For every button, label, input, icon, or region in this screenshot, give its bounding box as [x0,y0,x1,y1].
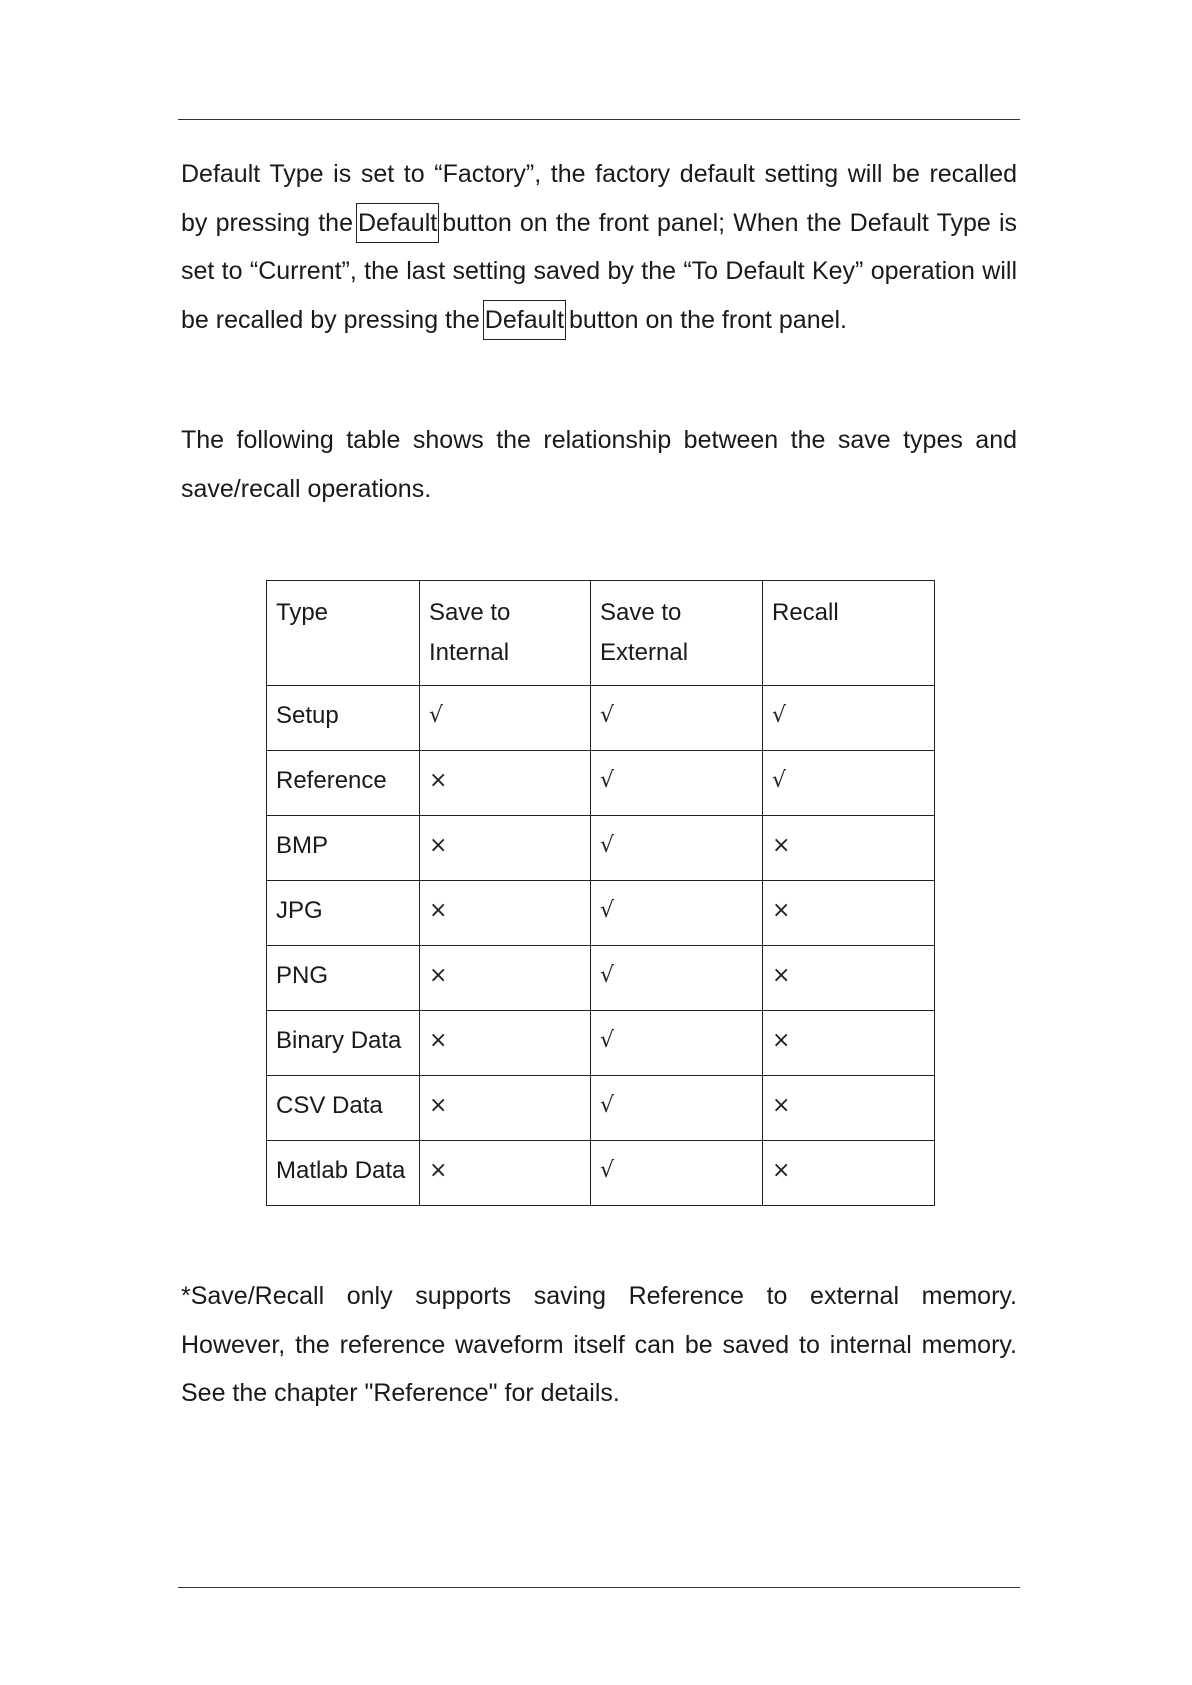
header-rule [178,119,1020,120]
save-external-cell: √ [591,751,763,816]
paragraph-text: button on the front panel; When the Default Type is set to “Current”, the last setting saved by the “To Default Key” operation will be recalled by pressing the [181,208,1018,334]
recall-cell: × [763,881,935,946]
recall-cell: × [763,946,935,1011]
save-internal-cell: √ [420,686,591,751]
row-type-cell: BMP [267,816,420,881]
table-row [267,1141,935,1206]
row-type-cell: CSV Data [267,1076,420,1141]
reference-note-paragraph: *Save/Recall only supports saving Reference to external memory. However, the reference waveform itself can be saved to internal memory. See the chapter "Reference" for details. [181,1282,1017,1407]
header-save-external: Save to External [591,581,763,686]
table-row [267,816,935,881]
table-row [267,881,935,946]
save-internal-cell: × [420,1076,591,1141]
header-save-internal: Save to Internal [420,581,591,686]
save-external-cell: √ [591,816,763,881]
save-internal-cell: × [420,1011,591,1076]
row-type-cell: PNG [267,946,420,1011]
row-type-cell: Setup [267,686,420,751]
save-external-cell: √ [591,1141,763,1206]
save-external-cell: √ [591,1076,763,1141]
default-key-label: Default [356,203,439,243]
save-external-cell: √ [591,1011,763,1076]
default-type-paragraph [181,150,1017,344]
table-row [267,686,935,751]
save-external-cell: √ [591,946,763,1011]
table-row [267,1011,935,1076]
recall-cell: × [763,1011,935,1076]
header-recall: Recall [763,581,935,686]
table-row [267,751,935,816]
row-type-cell: Matlab Data [267,1141,420,1206]
row-type-cell: Binary Data [267,1011,420,1076]
header-type: Type [267,581,420,686]
table-intro-paragraph: The following table shows the relationship between the save types and save/recall operations. [181,426,1017,503]
recall-cell: × [763,1076,935,1141]
recall-cell: × [763,816,935,881]
save-internal-cell: × [420,816,591,881]
recall-cell: × [763,1141,935,1206]
paragraph-text: button on the front panel. [569,305,848,334]
recall-cell: √ [763,686,935,751]
save-internal-cell: × [420,946,591,1011]
table-row [267,1076,935,1141]
save-internal-cell: × [420,751,591,816]
table-header-row [267,581,935,686]
footer-rule [178,1587,1020,1588]
default-key-label: Default [483,300,566,340]
paragraph-text: Default Type is set to “Factory”, the factory default setting will be recalled by pressing the [181,160,1017,237]
row-type-cell: JPG [267,881,420,946]
save-recall-table [266,580,935,1206]
save-external-cell: √ [591,686,763,751]
save-internal-cell: × [420,881,591,946]
table-row [267,946,935,1011]
recall-cell: √ [763,751,935,816]
save-external-cell: √ [591,881,763,946]
row-type-cell: Reference [267,751,420,816]
save-internal-cell: × [420,1141,591,1206]
